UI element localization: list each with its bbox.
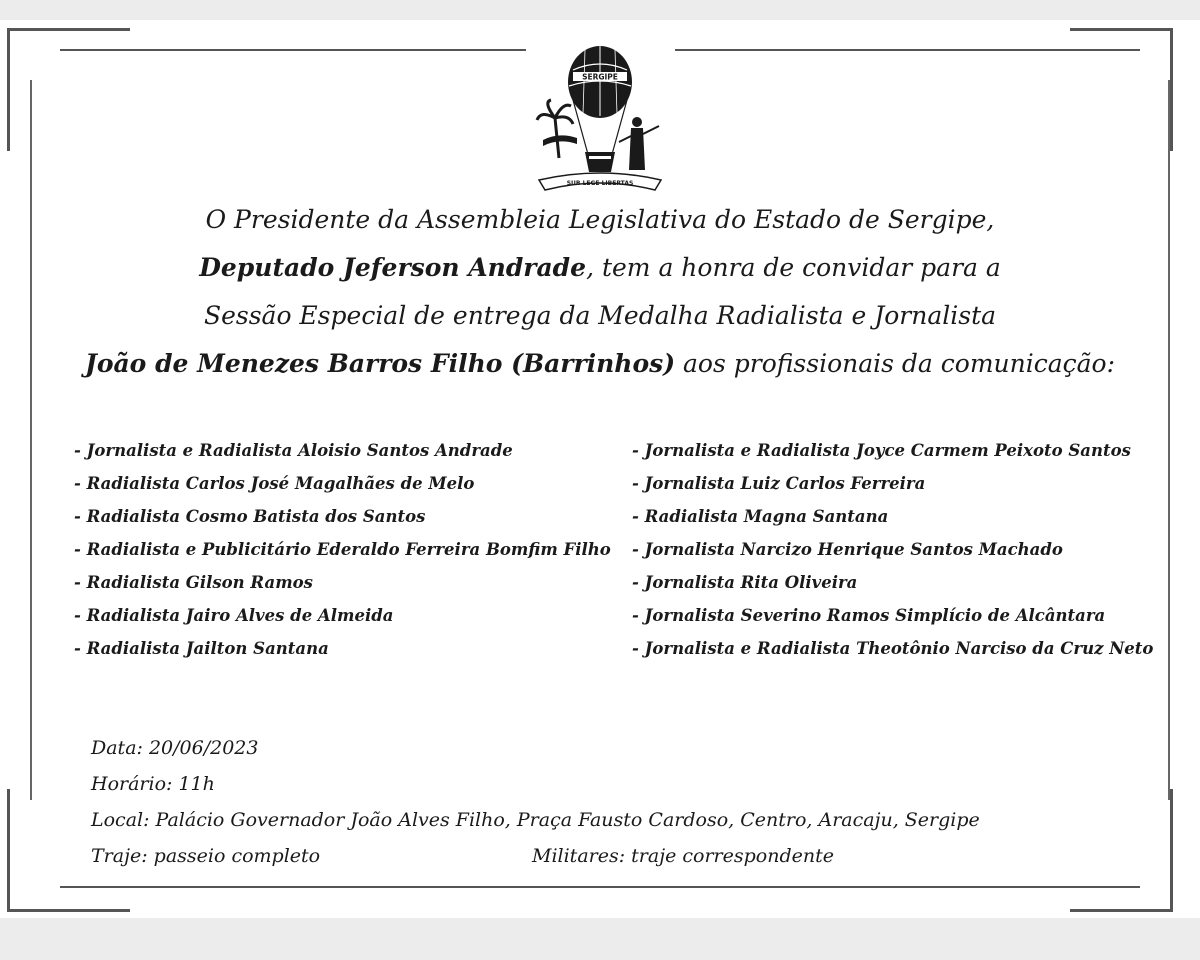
sergipe-coat-of-arms-icon	[533, 40, 667, 192]
emblem-balloon-text: SERGIPE	[582, 72, 618, 82]
honoree-item: - Jornalista e Radialista Theotônio Narciso da Cruz Neto	[632, 639, 1154, 658]
corner-bracket-top-right	[1070, 28, 1173, 151]
event-date: Data: 20/06/2023	[91, 737, 259, 759]
invitation-line-1: O Presidente da Assembleia Legislativa do Estado de Sergipe,	[205, 205, 995, 234]
dress-code: Traje: passeio completo	[91, 845, 321, 867]
honoree-item: - Jornalista Narcizo Henrique Santos Machado	[632, 540, 1063, 559]
medal-name: João de Menezes Barros Filho (Barrinhos)	[84, 349, 676, 378]
honoree-item: - Jornalista Rita Oliveira	[632, 573, 858, 592]
left-border-line	[30, 80, 32, 800]
honoree-item: - Radialista Gilson Ramos	[74, 573, 313, 592]
right-border-line	[1168, 80, 1170, 800]
honoree-item: - Jornalista Severino Ramos Simplício de Alcântara	[632, 606, 1106, 625]
honorees-list-right	[632, 434, 1153, 665]
invitation-text	[0, 196, 1200, 388]
top-rule-right	[675, 49, 1140, 51]
honoree-item: - Radialista Jairo Alves de Almeida	[74, 606, 394, 625]
event-details	[91, 730, 1091, 874]
corner-bracket-top-left	[7, 28, 130, 151]
honorees-list-left	[74, 434, 611, 665]
emblem-ribbon-text: SUB LEGE LIBERTAS	[566, 180, 634, 187]
honoree-item: - Radialista Magna Santana	[632, 507, 889, 526]
event-location: Local: Palácio Governador João Alves Filho, Praça Fausto Cardoso, Centro, Aracaju, Sergipe	[91, 809, 980, 831]
honoree-item: - Radialista Jailton Santana	[74, 639, 329, 658]
honoree-item: - Jornalista Luiz Carlos Ferreira	[632, 474, 926, 493]
military-dress-code: Militares: traje correspondente	[532, 845, 834, 867]
honoree-item: - Jornalista e Radialista Aloisio Santos Andrade	[74, 441, 513, 460]
honoree-item: - Radialista Carlos José Magalhães de Melo	[74, 474, 475, 493]
honoree-item: - Radialista Cosmo Batista dos Santos	[74, 507, 426, 526]
honoree-item: - Jornalista e Radialista Joyce Carmem Peixoto Santos	[632, 441, 1131, 460]
invitation-line-4	[0, 340, 1200, 388]
top-rule-left	[60, 49, 526, 51]
bottom-rule	[60, 886, 1140, 888]
invitation-line-2	[0, 244, 1200, 292]
invitation-line-4-rest: aos profissionais da comunicação:	[675, 349, 1116, 378]
invitation-line-3: Sessão Especial de entrega da Medalha Radialista e Jornalista	[203, 301, 997, 330]
honoree-item: - Radialista e Publicitário Ederaldo Ferreira Bomfim Filho	[74, 540, 611, 559]
event-time: Horário: 11h	[91, 773, 215, 795]
dress-code-row	[91, 838, 1091, 874]
host-name: Deputado Jeferson Andrade	[199, 253, 587, 282]
invitation-line-2-rest: , tem a honra de convidar para a	[586, 253, 1001, 282]
